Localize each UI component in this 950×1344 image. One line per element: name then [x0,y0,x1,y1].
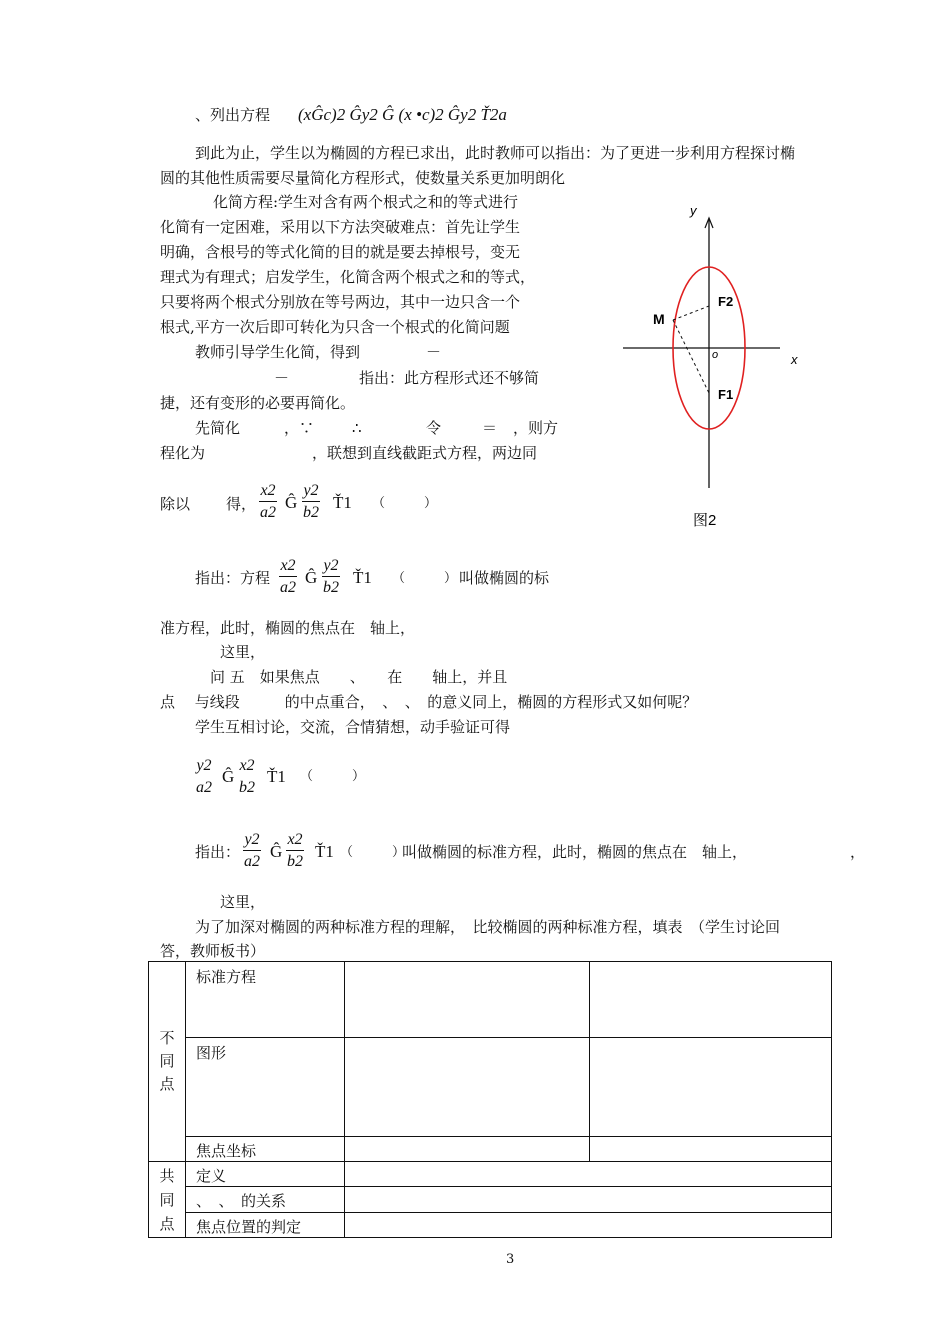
paragraph-5-suffix: 叫做椭圆的标 [459,569,550,587]
fraction-y-over-b: y2 b2 [303,482,319,521]
condition-paren-1: （ ） [372,496,438,511]
group-common-points: 共同点 [149,1162,186,1238]
comparison-table [148,961,832,1238]
then-text: ，则方 [513,419,559,437]
paragraph-1-line-2: 圆的其他性质需要尽量简化方程形式，使数量关系更加明朗化 [160,169,566,187]
condition-paren-4: （ ） [340,845,406,860]
cell-definition [345,1162,832,1187]
ellipse-figure [615,198,815,538]
cell-standard-equation-y [590,962,832,1038]
row-definition: 定义 [186,1162,345,1187]
plus-sign-3: Ĝ [222,767,235,786]
point-m-label: M [653,311,665,327]
paragraph-7-line-4: 答，教师板书） [160,942,266,960]
line-m-f2 [673,306,709,320]
paragraph-3-line-2: 指出：此方程形式还不够简 [359,369,540,387]
paragraph-4-line-2b: ，联想到直线截距式方程，两边同 [312,444,538,462]
paragraph-5-prefix: 指出：方程 [195,569,271,587]
cell-focus-coordinates-x [345,1137,590,1162]
paragraph-7-suffix: 叫做椭圆的标准方程，此时，椭圆的焦点在 轴上， [402,843,748,861]
paragraph-1-line-1: 到此为止，学生以为椭圆的方程已求出，此时教师可以指出：为了更进一步利用方程探讨椭 [195,144,796,162]
equals-sign: ＝ [482,419,498,437]
paragraph-7-comma: ， [850,843,866,861]
paragraph-5-line-2: 准方程，此时，椭圆的焦点在 轴上， [160,619,416,637]
x-axis-label: x [791,352,798,367]
origin-label: o [712,349,719,361]
paragraph-3-line-1: 教师引导学生化简，得到 [195,343,361,361]
condition-paren-2: （ ） [392,571,458,586]
therefore-symbol: ∴ [352,419,362,437]
cell-standard-equation-x [345,962,590,1038]
paragraph-4-line-3b: 得， [226,495,257,513]
cell-abc-relation [345,1187,832,1213]
paragraph-2-line-2: 化简有一定困难，采用以下方法突破难点：首先让学生 [160,218,521,236]
line-m-f1 [673,320,709,393]
cell-graph-x [345,1038,590,1137]
minus-sign-2: － [274,369,290,387]
paragraph-4-line-2a: 程化为 [160,444,206,462]
question-five: 问 五 如果焦点 、 在 轴上，并且 [210,668,508,686]
plus-sign-4: Ĝ [270,842,283,861]
row-standard-equation: 标准方程 [186,962,345,1038]
fraction-x-over-a: x2 a2 [260,482,276,521]
paragraph-2-line-4: 理式为有理式；启发学生，化简含两个根式之和的等式， [160,268,536,286]
plus-sign-2: Ĝ [305,568,318,587]
condition-paren-3: （ ） [300,769,366,784]
paragraph-3-line-3: 捷，还有变形的必要再简化。 [160,394,356,412]
row-focus-position: 焦点位置的判定 [186,1213,345,1238]
paragraph-7-line-3: 为了加深对椭圆的两种标准方程的理解， 比较椭圆的两种标准方程，填表 （学生讨论回 [195,918,781,936]
page-number: 3 [506,1252,515,1267]
paragraph-7-prefix: 指出： [195,843,241,861]
equals-one: Ť1 [333,493,352,512]
paragraph-7-here: 这里， [220,893,266,911]
focus-f2-label: F2 [718,294,734,309]
equals-one-2: Ť1 [353,568,372,587]
paragraph-2-line-5: 只要将两个根式分别放在等号两边，其中一边只含一个 [160,293,521,311]
paragraph-2-line-3: 明确，含根号的等式化简的目的就是要去掉根号，变无 [160,243,521,261]
fraction-x-over-b-2: x2 b2 [287,831,303,870]
focus-f1-label: F1 [718,387,734,402]
row-focus-coordinates: 焦点坐标 [186,1137,345,1162]
because-symbol: ，∵ [284,419,315,437]
fraction-x-over-a-2: x2 a2 [280,557,296,596]
plus-sign: Ĝ [285,493,298,512]
cell-focus-position [345,1213,832,1238]
fraction-y-over-b-2: y2 b2 [323,557,339,596]
cell-graph-y [590,1038,832,1137]
let-word: 令 [426,419,442,437]
paragraph-6-line-3: 学生互相讨论，交流，合情猜想，动手验证可得 [195,718,511,736]
paragraph-5-here: 这里， [220,643,266,661]
paragraph-6-line-2: 点 与线段 的中点重合， 、 、 的意义同上，椭圆的方程形式又如何呢？ [160,693,698,711]
minus-sign-1: － [426,343,442,361]
row-graph: 图形 [186,1038,345,1137]
step-list-equation-label: 、列出方程 [195,106,271,124]
row-abc-relation: 、 、 的关系 [186,1187,345,1213]
fraction-y-over-a-2: y2 a2 [244,831,260,870]
equals-one-3: Ť1 [267,767,286,786]
paragraph-4-simplify: 先简化 [195,419,241,437]
distance-equation: (xĜc)2 Ĝy2 Ĝ (x •c)2 Ĝy2 Ť2a [298,105,507,124]
paragraph-2-line-1: 化简方程:学生对含有两个根式之和的等式进行 [213,193,519,211]
fraction-y-over-a: y2 a2 [196,757,212,796]
cell-focus-coordinates-y [590,1137,832,1162]
equals-one-4: Ť1 [315,842,334,861]
group-different-points: 不同点 [149,962,186,1162]
figure-caption: 图2 [693,512,717,529]
paragraph-2-line-6: 根式,平方一次后即可转化为只含一个根式的化简问题 [160,318,510,336]
fraction-x-over-b: x2 b2 [239,757,255,796]
y-axis-label: y [690,203,697,218]
paragraph-4-line-3a: 除以 [160,495,191,513]
